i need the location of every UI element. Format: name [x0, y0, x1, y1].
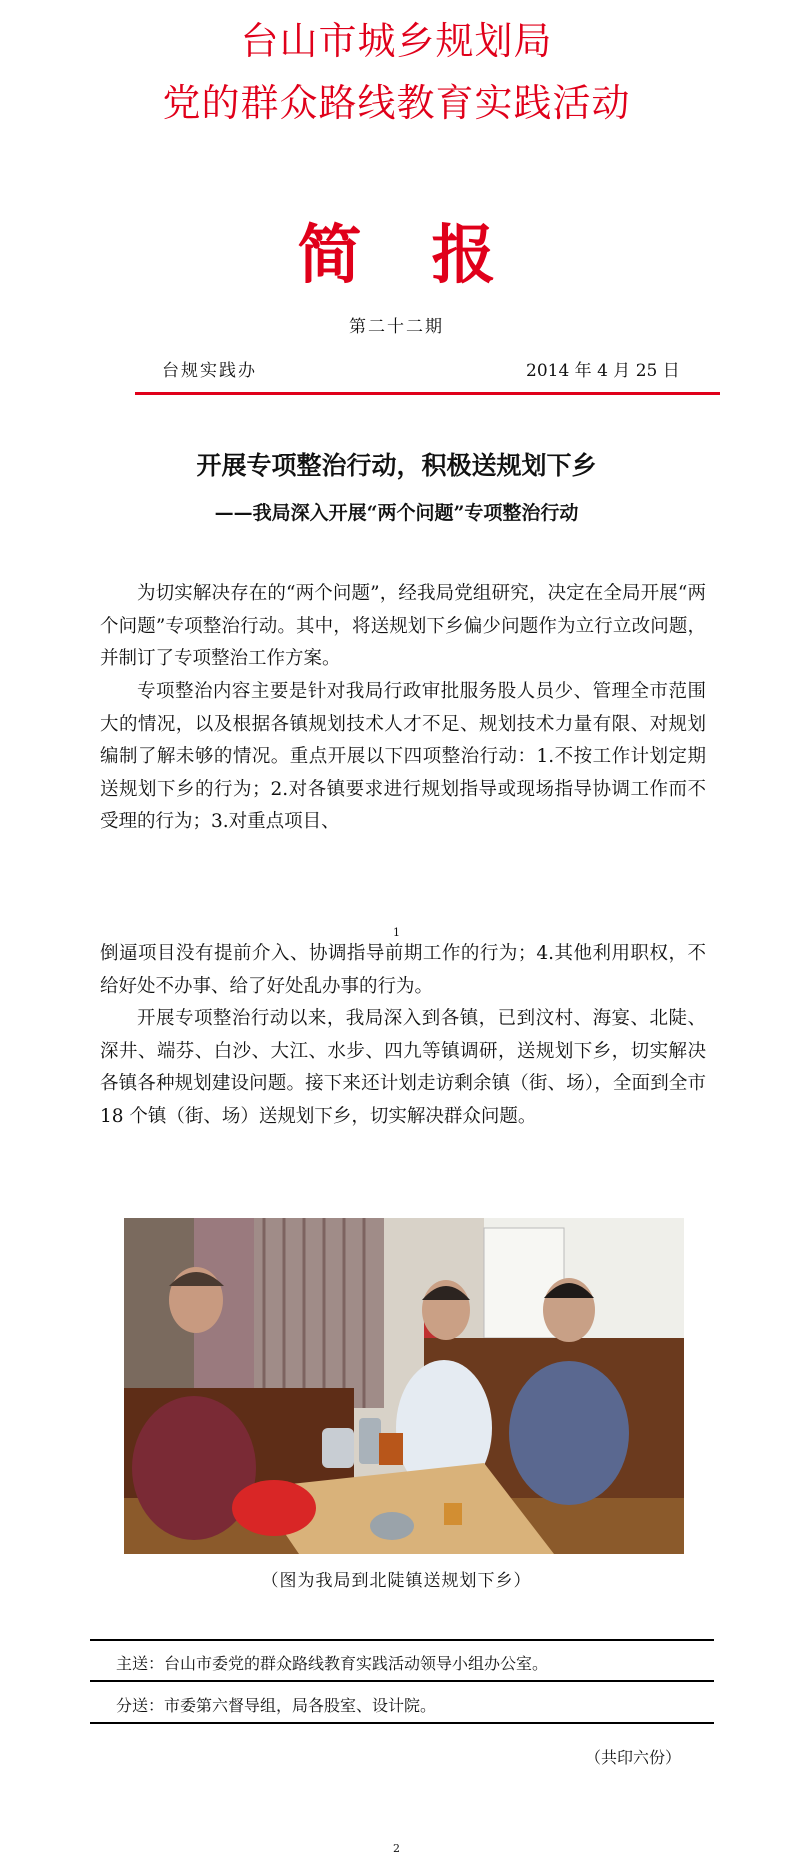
photo-caption: （图为我局到北陡镇送规划下乡）	[261, 1571, 532, 1591]
paragraph-3: 开展专项整治行动以来，我局深入到各镇，已到汶村、海宴、北陡、深井、端芬、白沙、大江、水步、四九等镇调研，送规划下乡，切实解决各镇各种规划建设问题。接下来还计划走访剩余镇（街、场），全面到全市 18 个镇（街、场）送规划下乡，切实解决群众问题。	[100, 1008, 706, 1127]
issue-number: 第二十二期	[349, 317, 444, 337]
page-number-2: 2	[393, 1842, 400, 1855]
copies-count: （共印六份）	[585, 1748, 682, 1767]
org-title-line2: 党的群众路线教育实践活动	[162, 81, 631, 125]
issue-date: 2014 年 4 月 25 日	[526, 361, 680, 381]
page-number-1: 1	[393, 926, 400, 939]
article-title: 开展专项整治行动，积极送规划下乡	[196, 451, 597, 480]
distribution-rule-top	[90, 1639, 714, 1641]
article-subtitle: ——我局深入开展“两个问题”专项整治行动	[214, 502, 579, 524]
issuer: 台规实践办	[162, 361, 257, 381]
paragraph-2-part2: 倒逼项目没有提前介入、协调指导前期工作的行为；4.其他利用职权，不给好处不办事、给了好处乱办事的行为。	[100, 943, 706, 997]
paragraph-2-part1: 专项整治内容主要是针对我局行政审批服务股人员少、管理全市范围大的情况，以及根据各镇规划技术人才不足、规划技术力量有限、对规划编制了解未够的情况。重点开展以下四项整治行动：1.不按工作计划定期送规划下乡的行为；2.对各镇要求进行规划指导或现场指导协调工作而不受理的行为；3.对重点项目、	[100, 681, 706, 832]
distribution-rule-middle	[90, 1680, 714, 1682]
copy-recipient: 分送：市委第六督导组，局各股室、设计院。	[116, 1696, 437, 1715]
paragraph-1: 为切实解决存在的“两个问题”，经我局党组研究，决定在全局开展“两个问题”专项整治行动。其中，将送规划下乡偏少问题作为立行立改问题，并制订了专项整治工作方案。	[100, 583, 706, 669]
red-divider	[135, 392, 720, 395]
org-title-line1: 台山市城乡规划局	[240, 19, 553, 63]
main-recipient: 主送：台山市委党的群众路线教育实践活动领导小组办公室。	[116, 1654, 549, 1673]
meeting-photo	[124, 1218, 684, 1554]
bulletin-title: 简报	[297, 218, 566, 293]
distribution-rule-bottom	[90, 1722, 714, 1724]
